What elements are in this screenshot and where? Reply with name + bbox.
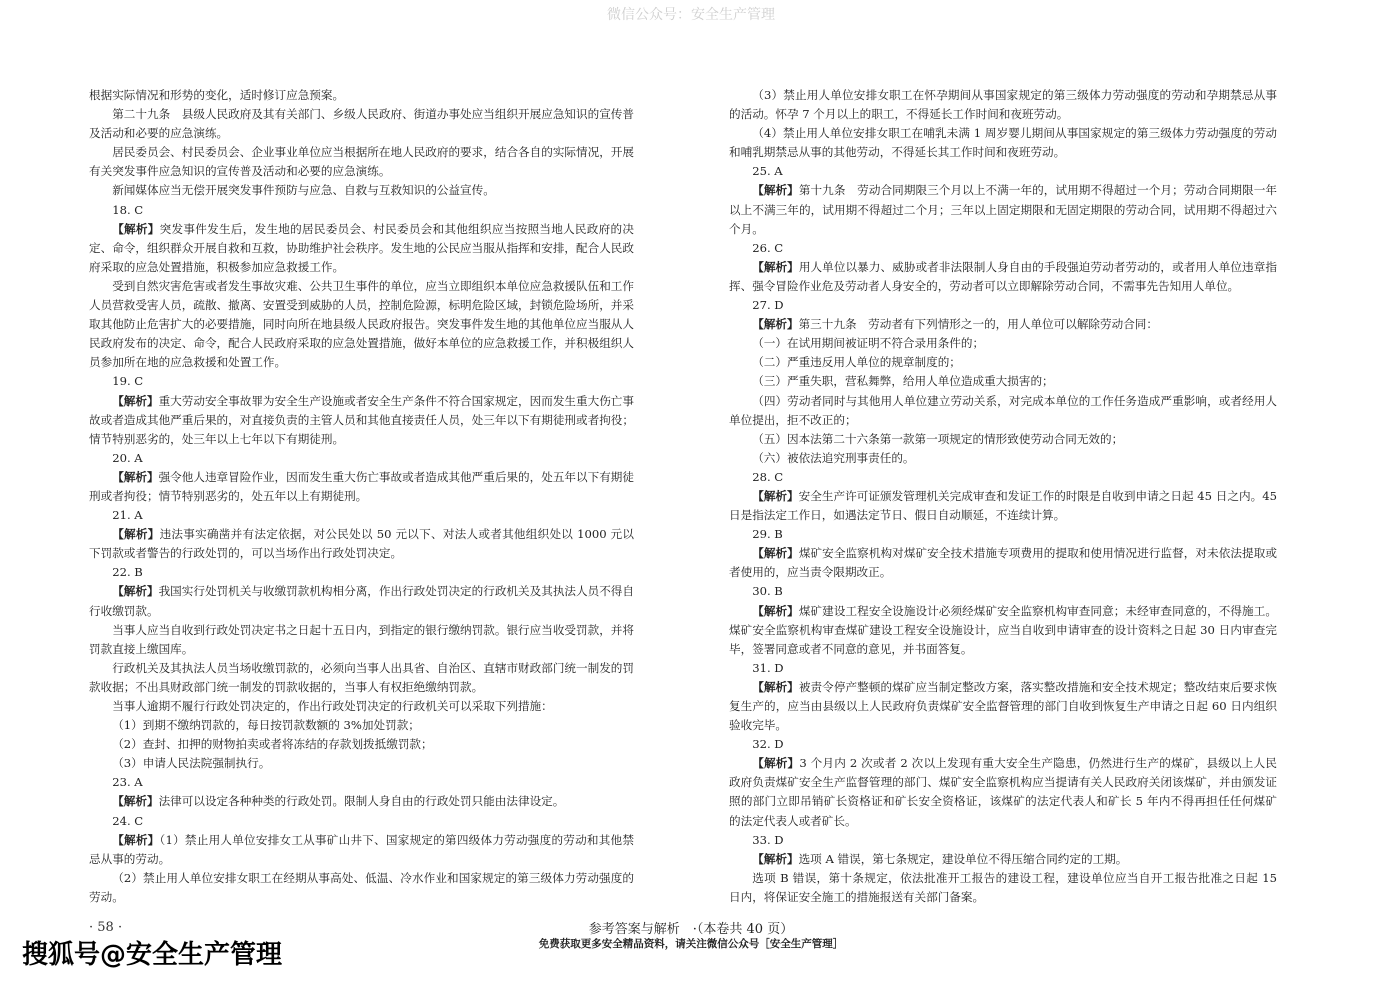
paragraph <box>729 86 1277 124</box>
analysis-tag: 【解析】 <box>752 317 799 332</box>
brand-watermark: 搜狐号@安全生产管理 <box>22 940 283 970</box>
paragraph-text: 25. A <box>752 164 783 179</box>
paragraph <box>89 831 634 869</box>
paragraph-text: （六）被依法追究刑事责任的。 <box>752 450 915 465</box>
paragraph <box>89 621 634 659</box>
paragraph <box>89 392 634 449</box>
answer-number <box>89 563 634 582</box>
analysis-tag: 【解析】 <box>752 679 799 694</box>
answer-number <box>729 468 1277 487</box>
answer-number <box>729 831 1277 850</box>
paragraph-text: 重大劳动安全事故罪为安全生产设施或者安全生产条件不符合国家规定，因而发生重大伤亡事故或者造成其他严重后果的，对直接负责的主管人员和其他直接责任人员，处三年以下有期徒刑或者拘役；情节特别恶劣的，处三年以上七年以下有期徒刑。 <box>89 393 634 446</box>
paragraph-text: 当事人应当自收到行政处罚决定书之日起十五日内，到指定的银行缴纳罚款。银行应当收受罚款，并将罚款直接上缴国库。 <box>89 622 634 656</box>
analysis-tag: 【解析】 <box>752 756 800 771</box>
paragraph-text: 33. D <box>752 832 784 847</box>
answer-number <box>729 239 1277 258</box>
paragraph-text: 3 个月内 2 次或者 2 次以上发现有重大安全生产隐患，仍然进行生产的煤矿，县级以上人民政府负责煤矿安全生产监督管理的部门、煤矿安全监察机构应当提请有关人民政府关闭该煤矿，并由颁发证照的部门立即吊销矿长资格证和矿长安全资格证，该煤矿的法定代表人和矿长 5 年内不得再担任任何煤矿的法定代表人或者矿长。 <box>729 756 1277 828</box>
paragraph <box>89 277 634 372</box>
paragraph <box>729 449 1277 468</box>
analysis-tag: 【解析】 <box>112 794 159 809</box>
paragraph-text: 24. C <box>112 813 144 828</box>
analysis-tag: 【解析】 <box>752 603 799 618</box>
paragraph-text: （五）因本法第二十六条第一款第一项规定的情形致使劳动合同无效的； <box>752 431 1124 446</box>
paragraph-text: 用人单位以暴力、威胁或者非法限制人身自由的手段强迫劳动者劳动的，或者用人单位违章指挥、强令冒险作业危及劳动者人身安全的，劳动者可以立即解除劳动合同，不需事先告知用人单位。 <box>729 259 1277 293</box>
paragraph-text: 27. D <box>752 298 784 313</box>
paragraph <box>729 315 1277 334</box>
paragraph <box>729 544 1277 582</box>
paragraph-text: 18. C <box>112 202 144 217</box>
paragraph-text: （三）严重失职，营私舞弊，给用人单位造成重大损害的； <box>752 374 1054 389</box>
paragraph-text: （二）严重违反用人单位的规章制度的； <box>752 355 961 370</box>
paragraph <box>729 850 1277 869</box>
paragraph-text: （3）申请人民法院强制执行。 <box>112 756 271 771</box>
answer-number <box>729 582 1277 601</box>
paragraph-text: 30. B <box>752 584 783 599</box>
analysis-tag: 【解析】 <box>752 488 799 503</box>
paragraph <box>729 334 1277 353</box>
analysis-tag: 【解析】 <box>752 851 799 866</box>
paragraph-text: 被责令停产整顿的煤矿应当制定整改方案，落实整改措施和安全技术规定；整改结束后要求恢复生产的，应当由县级以上人民政府负责煤矿安全监督管理的部门自收到恢复生产申请之日起 60 日内组织验收完毕。 <box>729 679 1277 733</box>
paragraph <box>729 487 1277 525</box>
page-number: · 58 · <box>89 920 123 935</box>
paragraph-text: 20. A <box>112 450 143 465</box>
analysis-tag: 【解析】 <box>112 221 160 236</box>
paragraph-text: 受到自然灾害危害或者发生事故灾难、公共卫生事件的单位，应当立即组织本单位应急救援队伍和工作人员营救受害人员，疏散、撤离、安置受到威胁的人员，控制危险源，标明危险区域，封锁危险场所，并采取其他防止危害扩大的必要措施，同时向所在地县级人民政府报告。突发事件发生地的其他单位应当服从人民政府发布的决定、命令，配合人民政府采取的应急处置措施，做好本单位的应急救援工作，并积极组织人员参加所在地的应急救援和处置工作。 <box>89 278 634 370</box>
analysis-tag: 【解析】 <box>752 183 799 198</box>
paragraph <box>729 430 1277 449</box>
paragraph <box>89 143 634 181</box>
header-watermark: 微信公众号：安全生产管理 <box>607 7 775 23</box>
footer-title: 参考答案与解析 ·（本卷共 40 页） <box>588 922 794 937</box>
analysis-tag: 【解析】 <box>112 527 160 542</box>
paragraph <box>89 869 634 907</box>
paragraph-text: 第二十九条 县级人民政府及其有关部门、乡级人民政府、街道办事处应当组织开展应急知识的宣传普及活动和必要的应急演练。 <box>89 107 634 141</box>
paragraph-text: 我国实行处罚机关与收缴罚款机构相分离，作出行政处罚决定的行政机关及其执法人员不得自行收缴罚款。 <box>89 584 634 618</box>
paragraph-text: 强令他人违章冒险作业，因而发生重大伤亡事故或者造成其他严重后果的，处五年以下有期徒刑或者拘役；情节特别恶劣的，处五年以上有期徒刑。 <box>89 469 634 503</box>
paragraph <box>729 258 1277 296</box>
paragraph-text: 新闻媒体应当无偿开展突发事件预防与应急、自救与互救知识的公益宣传。 <box>112 183 495 198</box>
paragraph <box>729 602 1277 659</box>
answer-number <box>89 372 634 391</box>
paragraph <box>89 181 634 200</box>
paragraph-text: 法律可以设定各种种类的行政处罚。限制人身自由的行政处罚只能由法律设定。 <box>158 794 565 809</box>
analysis-tag: 【解析】 <box>752 546 799 561</box>
paragraph-text: （1）到期不缴纳罚款的，每日按罚款数额的 3%加处罚款； <box>112 718 420 733</box>
paragraph <box>89 86 634 105</box>
paragraph-text: 根据实际情况和形势的变化，适时修订应急预案。 <box>89 88 345 102</box>
paragraph-text: 32. D <box>752 737 784 752</box>
analysis-tag: 【解析】 <box>752 259 799 274</box>
paragraph-text: 安全生产许可证颁发管理机关完成审查和发证工作的时限是自收到申请之日起 45 日之内。45 日是指法定工作日，如遇法定节日、假日自动顺延，不连续计算。 <box>729 488 1277 523</box>
paragraph <box>729 353 1277 372</box>
answer-number <box>89 812 634 831</box>
paragraph <box>729 754 1277 830</box>
paragraph-text: （1）禁止用人单位安排女工从事矿山井下、国家规定的第四级体力劳动强度的劳动和其他禁忌从事的劳动。 <box>89 832 634 866</box>
answer-number <box>89 773 634 792</box>
paragraph-text: 第三十九条 劳动者有下列情形之一的，用人单位可以解除劳动合同： <box>798 317 1158 332</box>
paragraph-text: 选项 B 错误，第十条规定，依法批准开工报告的建设工程，建设单位应当自开工报告批准之日起 15 日内，将保证安全施工的措施报送有关部门备案。 <box>729 870 1277 904</box>
paragraph <box>89 716 634 735</box>
answer-number <box>89 449 634 468</box>
paragraph-text: 28. C <box>752 469 784 484</box>
paragraph <box>89 659 634 697</box>
paragraph <box>89 220 634 277</box>
paragraph <box>729 372 1277 391</box>
analysis-tag: 【解析】 <box>112 832 160 847</box>
paragraph-text: （四）劳动者同时与其他用人单位建立劳动关系，对完成本单位的工作任务造成严重影响，或者经用人单位提出，拒不改正的； <box>729 393 1277 427</box>
left-column <box>89 86 634 907</box>
paragraph <box>89 582 634 620</box>
paragraph-text: 行政机关及其执法人员当场收缴罚款的，必须向当事人出具省、自治区、直辖市财政部门统一制发的罚款收据；不出具财政部门统一制发的罚款收据的，当事人有权拒绝缴纳罚款。 <box>89 660 634 694</box>
paragraph <box>729 181 1277 238</box>
answer-number <box>729 735 1277 754</box>
paragraph <box>729 678 1277 735</box>
analysis-tag: 【解析】 <box>112 393 159 408</box>
paragraph-text: 第十九条 劳动合同期限三个月以上不满一年的，试用期不得超过一个月；劳动合同期限一年以上不满三年的，试用期不得超过二个月；三年以上固定期限和无固定期限的劳动合同，试用期不得超过六个月。 <box>729 183 1277 236</box>
paragraph-text: 31. D <box>752 660 784 675</box>
paragraph-text: （2）查封、扣押的财物拍卖或者将冻结的存款划拨抵缴罚款； <box>112 737 433 752</box>
paragraph-text: 违法事实确凿并有法定依据，对公民处以 50 元以下、对法人或者其他组织处以 1000 元以下罚款或者警告的行政处罚的，可以当场作出行政处罚决定。 <box>89 527 634 561</box>
paragraph-text: （3）禁止用人单位安排女职工在怀孕期间从事国家规定的第三级体力劳动强度的劳动和孕期禁忌从事的活动。怀孕 7 个月以上的职工，不得延长工作时间和夜班劳动。 <box>729 88 1277 122</box>
paragraph-text: 煤矿安全监察机构对煤矿安全技术措施专项费用的提取和使用情况进行监督，对未依法提取或者使用的，应当责令限期改正。 <box>729 546 1277 580</box>
answer-number <box>729 659 1277 678</box>
paragraph-text: （4）禁止用人单位安排女职工在哺乳未满 1 周岁婴儿期间从事国家规定的第三级体力劳动强度的劳动和哺乳期禁忌从事的其他劳动，不得延长其工作时间和夜班劳动。 <box>729 126 1277 160</box>
paragraph-text: 21. A <box>112 508 143 523</box>
paragraph-text: 29. B <box>752 527 783 542</box>
paragraph <box>89 735 634 754</box>
paragraph <box>729 124 1277 162</box>
paragraph-text: 26. C <box>752 240 784 255</box>
analysis-tag: 【解析】 <box>112 469 159 484</box>
answer-number <box>89 506 634 525</box>
paragraph <box>89 754 634 773</box>
paragraph-text: 突发事件发生后，发生地的居民委员会、村民委员会和其他组织应当按照当地人民政府的决定、命令，组织群众开展自救和互救，协助维护社会秩序。发生地的公民应当服从指挥和安排，配合人民政府采取的应急处置措施，积极参加应急救援工作。 <box>89 221 634 274</box>
paragraph-text: （2）禁止用人单位安排女职工在经期从事高处、低温、冷水作业和国家规定的第三级体力劳动强度的劳动。 <box>89 870 634 904</box>
answer-number <box>89 201 634 220</box>
paragraph <box>89 468 634 506</box>
paragraph-text: 居民委员会、村民委员会、企业事业单位应当根据所在地人民政府的要求，结合各自的实际情况，开展有关突发事件应急知识的宣传普及活动和必要的应急演练。 <box>89 145 634 179</box>
paragraph-text: 选项 A 错误，第七条规定，建设单位不得压缩合同约定的工期。 <box>798 851 1128 866</box>
right-column <box>729 86 1277 907</box>
paragraph <box>729 392 1277 430</box>
paragraph-text: （一）在试用期间被证明不符合录用条件的； <box>752 336 985 351</box>
answer-number <box>729 525 1277 544</box>
paragraph-text: 23. A <box>112 775 143 790</box>
paragraph <box>89 105 634 143</box>
paragraph <box>89 792 634 811</box>
analysis-tag: 【解析】 <box>112 584 159 599</box>
paragraph-text: 煤矿建设工程安全设施设计必须经煤矿安全监察机构审查同意；未经审查同意的，不得施工。煤矿安全监察机构审查煤矿建设工程安全设施设计，应当自收到申请审查的设计资料之日起 30 日内审查完毕，签署同意或者不同意的意见，并书面答复。 <box>729 603 1277 656</box>
paragraph-text: 当事人逾期不履行行政处罚决定的，作出行政处罚决定的行政机关可以采取下列措施： <box>112 699 553 713</box>
answer-number <box>729 162 1277 181</box>
paragraph <box>89 525 634 563</box>
footer-notice: 免费获取更多安全精品资料，请关注微信公众号［安全生产管理］ <box>538 938 844 950</box>
paragraph-text: 19. C <box>112 374 144 389</box>
paragraph <box>89 697 634 716</box>
answer-number <box>729 296 1277 315</box>
paragraph-text: 22. B <box>112 565 143 580</box>
paragraph <box>729 869 1277 907</box>
